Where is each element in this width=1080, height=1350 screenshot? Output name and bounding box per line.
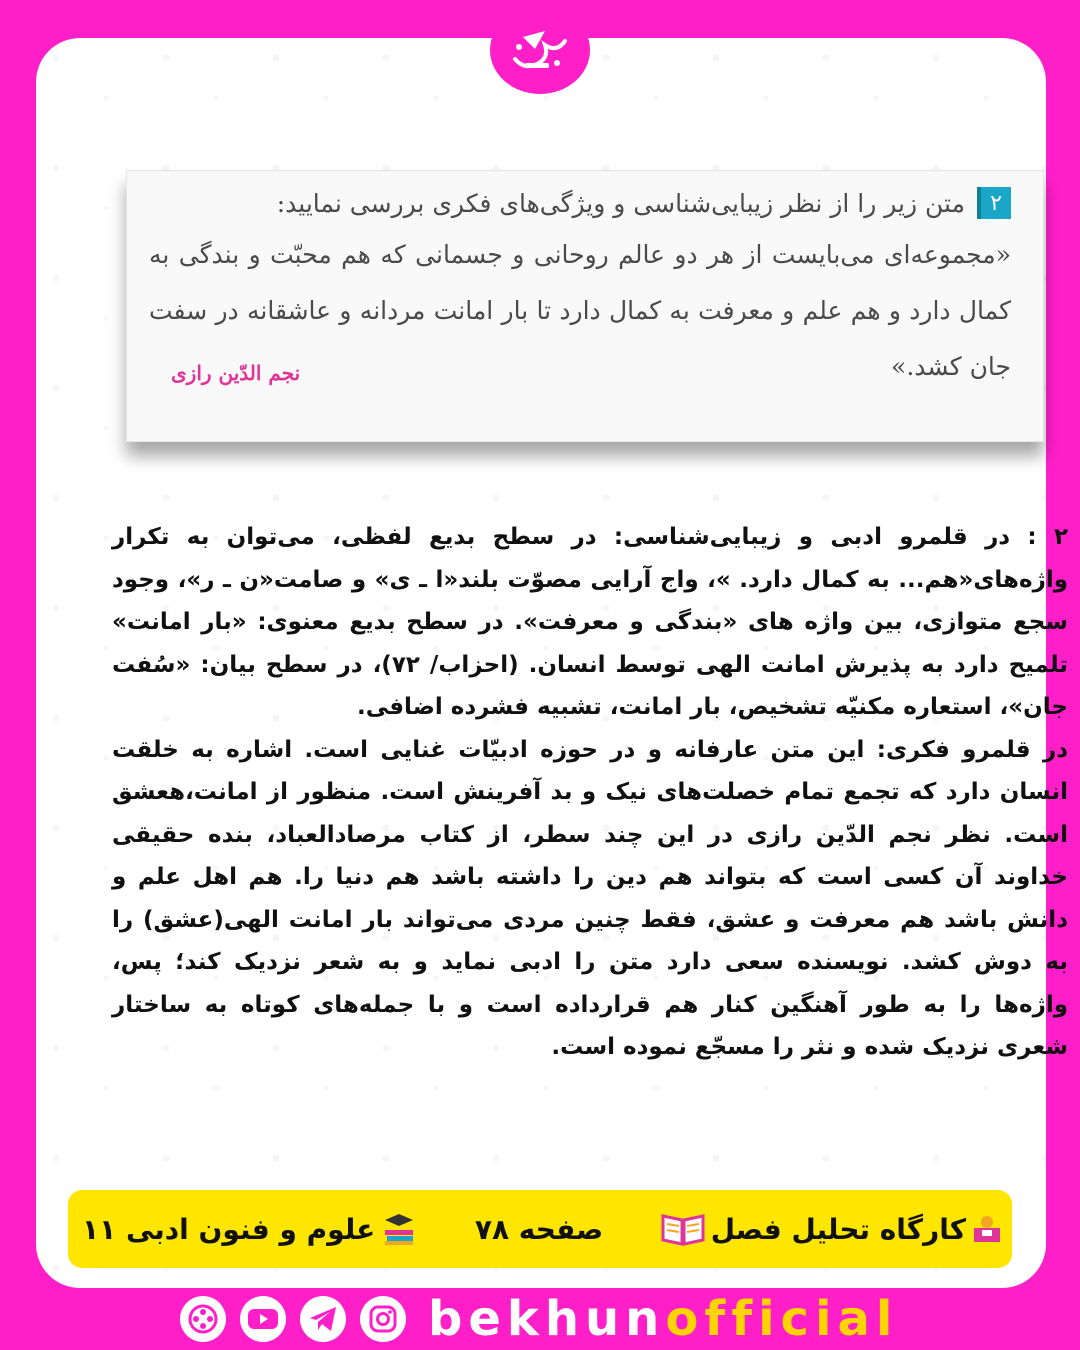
quote-author: نجم الدّین رازی [171, 361, 301, 385]
instagram-icon[interactable] [360, 1296, 406, 1342]
social-links [180, 1290, 910, 1348]
logo-icon [505, 19, 575, 81]
telegram-icon[interactable] [300, 1296, 346, 1342]
brand-handle[interactable] [428, 1290, 898, 1348]
footer-lesson [661, 1212, 1002, 1246]
textbook-excerpt [126, 170, 1044, 442]
footer-page-label: صفحه ۷۸ [474, 1212, 604, 1246]
footer-book [82, 1212, 417, 1246]
answer-paragraph-intellectual: در قلمرو فکری: این متن عارفانه و در حوزه ادبیّات غنایی است. اشاره به خلقت انسان دارد که تجمع تمام خصلت‌های نیک و بد آفرینش است. منظور از امانت،هعشق است. نظر نجم الدّین رازی در این چند سطر، از کتاب مرصادالعباد، بنده حقیقی خداوند آن کسی است که بتواند هم دین را داشته باشد هم دنیا را. هم اهل علم و دانش باشد هم معرفت و عشق، فقط چنین مردی می‌تواند بار امانت الهی(عشق) را به دوش کشد. نویسنده سعی دارد متن را ادبی نماید و به شعر نزدیک کند؛ پس، واژه‌ها را به طور آهنگین کنار هم قرارداده است و با جمله‌های کوتاه به ساختار شعری نزدیک شده و نثر را مسجّع نموده است. [112, 736, 1068, 1060]
footer-page [475, 1213, 603, 1246]
footer-lesson-label: کارگاه تحلیل فصل [710, 1212, 966, 1246]
quote-text: «مجموعه‌ای می‌بایست از هر دو عالم روحانی و جسمانی که هم محبّت و بندگی به کمال دارد و هم علم و معرفت به کمال دارد تا بار امانت مردانه و عاشقانه در سفت جان کشد.» [149, 240, 1011, 381]
teacher-icon [972, 1214, 1002, 1244]
brand-handle-part2: official [665, 1291, 899, 1347]
question-header [149, 181, 1011, 225]
content-card [36, 38, 1068, 1288]
graduation-books-icon [381, 1212, 417, 1246]
film-reel-icon[interactable] [180, 1296, 226, 1342]
footer-book-label: علوم و فنون ادبی ۱۱ [82, 1212, 376, 1246]
footer-info-bar [68, 1190, 1012, 1268]
brand-handle-part1: bekhun [428, 1291, 666, 1347]
question-prompt: متن زیر را از نظر زیبایی‌شناسی و ویژگی‌های فکری بررسی نمایید: [276, 188, 965, 218]
youtube-icon[interactable] [240, 1296, 286, 1342]
open-book-icon [661, 1212, 705, 1246]
answer-paragraph-aesthetic: ۲ : در قلمرو ادبی و زیبایی‌شناسی: در سطح بدیع لفظی، می‌توان به تکرار واژه‌های«هم... به کمال دارد. »، واج آرایی مصوّت بلند«ا ـ ی» و صامت«ن ـ ر»، وجود سجع متوازی، بین واژه های «بندگی و معرفت». در سطح بدیع معنوی: «بار امانت» تلمیح دارد به پذیرش امانت الهی توسط انسان. (احزاب/ ۷۲)، در سطح بیان: «سُفت جان»، استعاره مکنیّه تشخیص، بار امانت، تشبیه فشرده اضافی. [112, 524, 1068, 720]
answer-text [112, 516, 1068, 1069]
bekhun-logo [490, 6, 590, 94]
question-number: ۲ [977, 187, 1011, 219]
